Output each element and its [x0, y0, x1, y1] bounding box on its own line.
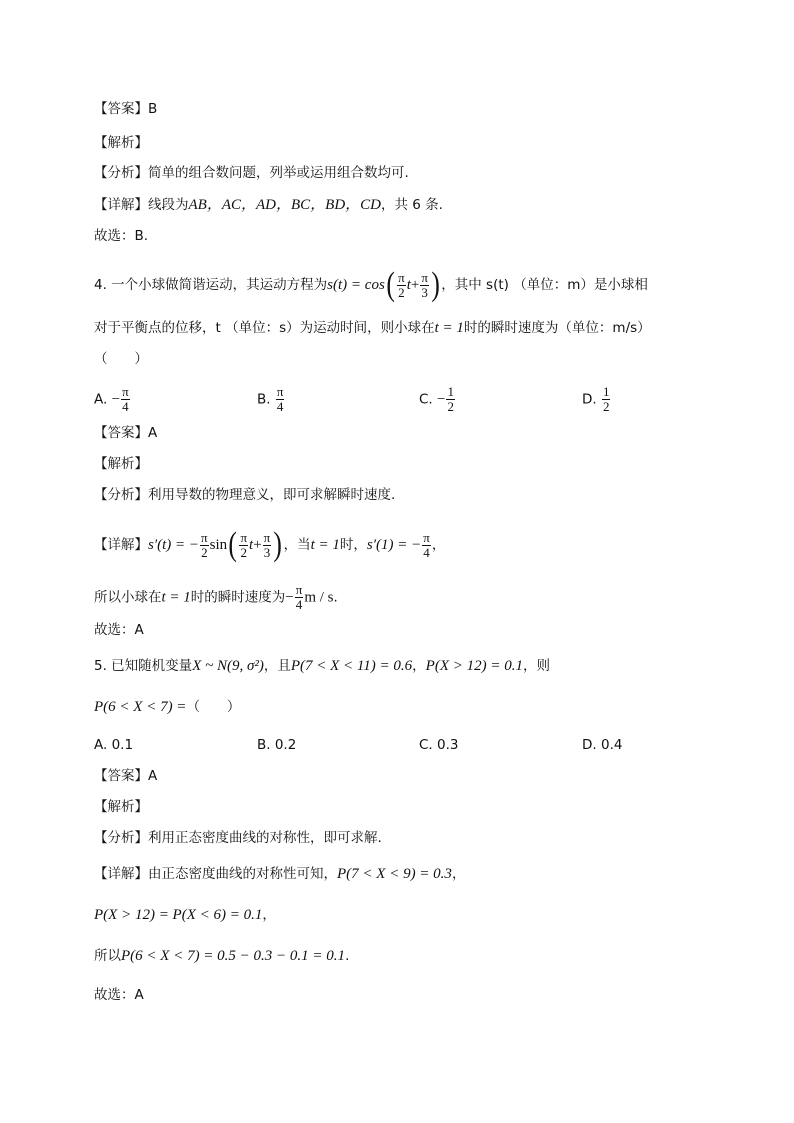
- q4-option-d: D. $\frac{1}{2}$: [582, 384, 610, 414]
- q3-detail: 【详解】线段为AB，AC，AD，BC，BD，CD，共 6 条.: [94, 197, 443, 213]
- q4-detail: 【详解】s′(t) = − $\frac{\pi}{2}$ sin( $\frac{\pi}{2}$ t+ $\frac{\pi}{3}$ )，当t = 1时，s′(1) = − $\frac{\pi}{4}$ ，: [94, 526, 446, 563]
- q4-stem-line1: 4. 一个小球做简谐运动，其运动方程为s(t) = cos( $\frac{\pi}{2}$ t+ $\frac{\pi}{3}$ )，其中 s(t) （单位：m）是小球相: [94, 266, 648, 303]
- q4-stem-line2: 对于平衡点的位移，t （单位：s）为运动时间，则小球在t = 1时的瞬时速度为（单位：m/s）: [94, 320, 651, 336]
- q5-option-d: D. 0.4: [582, 737, 623, 753]
- q3-fenxi: 【分析】简单的组合数问题，列举或运用组合数均可.: [94, 165, 409, 181]
- q5-analysis: 【解析】: [94, 799, 148, 815]
- q5-option-a: A. 0.1: [94, 737, 134, 753]
- q3-answer: 【答案】B: [94, 101, 158, 117]
- q4-option-b: B. $\frac{\pi}{4}$: [257, 384, 284, 414]
- q5-stem-line1: 5. 已知随机变量X ~ N(9, σ²)，且P(7 < X < 11) = 0.6，P(X > 12) = 0.1，则: [94, 658, 550, 674]
- q4-answer: 【答案】A: [94, 425, 158, 441]
- q5-detail-line2: P(X > 12) = P(X < 6) = 0.1，: [94, 907, 276, 923]
- q3-analysis: 【解析】: [94, 135, 148, 151]
- q4-option-c: C. − $\frac{1}{2}$: [419, 384, 454, 414]
- q5-stem-line2: P(6 < X < 7) =（ ）: [94, 699, 241, 715]
- q5-detail: 【详解】由正态密度曲线的对称性可知，P(7 < X < 9) = 0.3，: [94, 866, 466, 882]
- q5-conclusion: 所以P(6 < X < 7) = 0.5 − 0.3 − 0.1 = 0.1.: [94, 948, 350, 964]
- q4-fenxi: 【分析】利用导数的物理意义，即可求解瞬时速度.: [94, 487, 396, 503]
- q5-option-b: B. 0.2: [257, 737, 297, 753]
- q5-option-c: C. 0.3: [419, 737, 459, 753]
- q5-fenxi: 【分析】利用正态密度曲线的对称性，即可求解.: [94, 830, 382, 846]
- q4-option-a: A. − $\frac{\pi}{4}$: [94, 384, 129, 414]
- q4-choose: 故选：A: [94, 622, 144, 638]
- q5-answer: 【答案】A: [94, 768, 158, 784]
- q5-choose: 故选：A: [94, 987, 144, 1003]
- q4-stem-paren: （ ）: [94, 351, 148, 367]
- q4-conclusion: 所以小球在t = 1时的瞬时速度为− $\frac{\pi}{4}$ m / s.: [94, 582, 338, 612]
- q4-analysis: 【解析】: [94, 456, 148, 472]
- q3-choose: 故选：B.: [94, 228, 149, 244]
